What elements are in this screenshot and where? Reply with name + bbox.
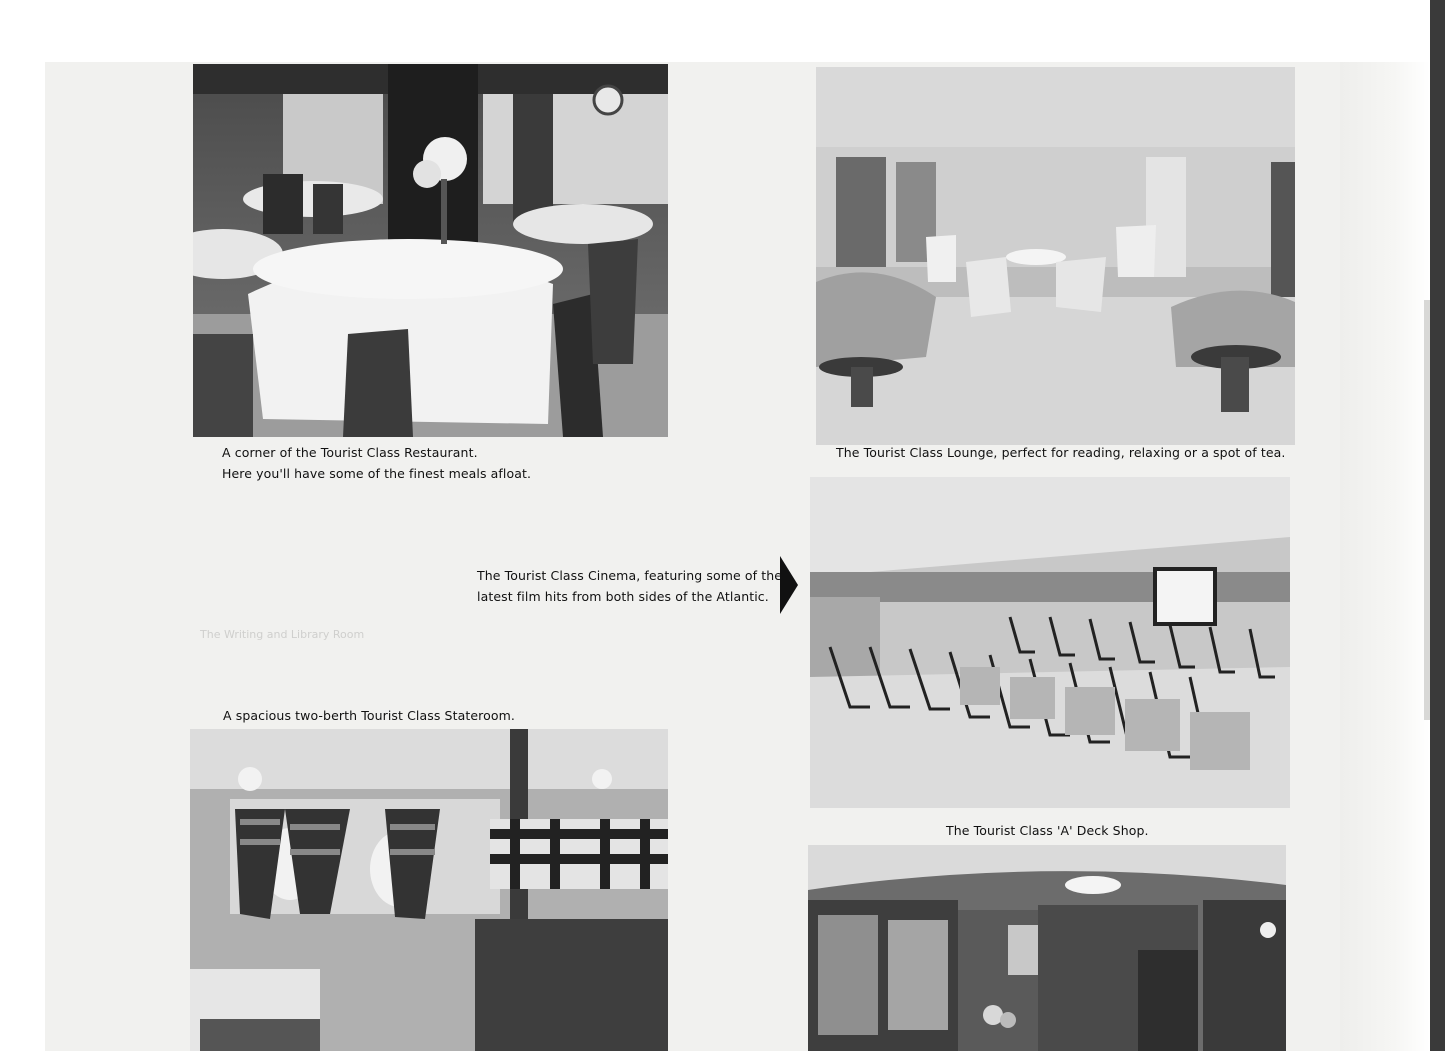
pointer-arrow [780,556,798,614]
page-fold-shade [1340,62,1430,1051]
restaurant-photo [193,64,668,437]
restaurant-caption-line-2: Here you'll have some of the finest meals afloat. [222,466,532,481]
cinema-photo [810,477,1290,808]
stateroom-photo [190,729,668,1051]
shop-caption: The Tourist Class 'A' Deck Shop. [946,823,1149,838]
stateroom-caption: A spacious two-berth Tourist Class Stateroom. [223,708,515,723]
restaurant-caption [222,442,531,484]
lounge-photo [816,67,1295,445]
cinema-caption-line-2: latest film hits from both sides of the Atlantic. [477,589,769,604]
restaurant-caption-line-1: A corner of the Tourist Class Restaurant. [222,445,478,460]
deck-shop-photo [808,845,1286,1051]
page-edge [1430,0,1445,1051]
show-through-text: The Writing and Library Room [200,628,365,641]
lounge-caption: The Tourist Class Lounge, perfect for reading, relaxing or a spot of tea. [836,445,1286,460]
cinema-caption-line-1: The Tourist Class Cinema, featuring some of the [477,568,783,583]
page-edge-highlight [1424,300,1430,720]
cinema-caption [477,565,782,607]
